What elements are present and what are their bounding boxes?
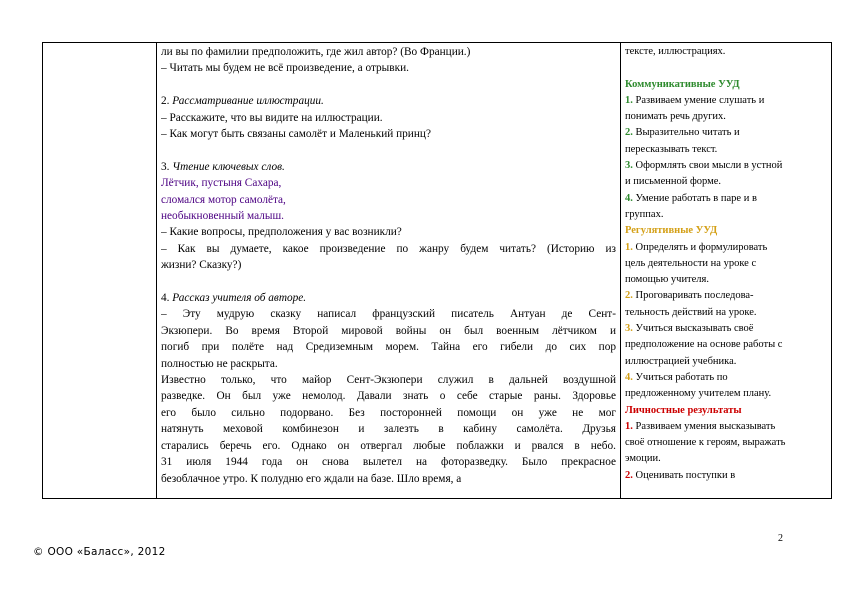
list-item-cont: своё отношение к героям, выражать (625, 437, 786, 449)
text-line: – Расскажите, что вы видите на иллюстрации. (161, 111, 383, 124)
section-heading-author: 4. Рассказ учителя об авторе. (161, 292, 307, 305)
list-item: 2. Выразительно читать и (625, 127, 740, 139)
list-item: 2. Оценивать поступки в (625, 469, 736, 481)
paragraph-line: безоблачное утро. К полудню его ждали на базе. Шло время, а (161, 472, 462, 485)
column-divider-2 (620, 43, 621, 498)
text-line: ли вы по фамилии предположить, где жил автор? (Во Франции.) (161, 46, 471, 58)
list-item: 3. Учиться высказывать своё (625, 323, 754, 335)
paragraph-line: – Эту мудрую сказку написал французский писатель Антуан де Сент- (161, 308, 616, 321)
skills-column (625, 44, 831, 484)
list-item: 4. Умение работать в паре и в (625, 192, 757, 204)
text-line: жизни? Сказку?) (161, 259, 242, 272)
regulative-heading: Регулятивные УУД (625, 225, 718, 237)
list-item: 3. Оформлять свои мысли в устной (625, 160, 783, 172)
text-line: – Как вы думаете, какое произведение по жанру будем читать? (Историю из (161, 242, 616, 255)
text-line: – Какие вопросы, предположения у вас возникли? (161, 226, 402, 239)
list-item-cont: пересказывать текст. (625, 143, 718, 155)
lesson-steps-column (161, 44, 616, 487)
personal-heading: Личностные результаты (625, 404, 742, 416)
list-item: 1. Развиваем умения высказывать (625, 420, 776, 432)
list-item-cont: тельность действий на уроке. (625, 306, 757, 318)
copyright-footer: © ООО «Баласс», 2012 (33, 546, 166, 558)
list-item-cont: эмоции. (625, 453, 661, 465)
page-number: 2 (778, 533, 783, 544)
section-heading-keywords: 3. Чтение ключевых слов. (161, 160, 285, 173)
paragraph-line: его было сильно подорвано. Без посторонней помощи он уже не мог (161, 406, 616, 419)
keyword-line: сломался мотор самолёта, (161, 193, 286, 206)
keyword-line: необыкновенный малыш. (161, 210, 284, 223)
list-item-cont: понимать речь других. (625, 111, 726, 123)
list-item-cont: предложенному учителем плану. (625, 388, 772, 400)
paragraph-line: Экзюпери. Во время Второй мировой войны он был военным лётчиком и (161, 324, 616, 337)
list-item: 1. Определять и формулировать (625, 241, 768, 253)
paragraph-line: погиб при полёте над Средиземным морем. Тайна его гибели до сих пор (161, 341, 616, 354)
paragraph-line: разведке. Он был уже немолод. Давали знать о себе старые раны. Здоровье (161, 390, 616, 403)
paragraph-line: 31 июля 1944 года он снова вылетел на фоторазведку. Было прекрасное (161, 456, 616, 469)
list-item: 4. Учиться работать по (625, 371, 728, 383)
list-item-cont: и письменной форме. (625, 176, 722, 188)
list-item-cont: группах. (625, 208, 664, 220)
list-item: 1. Развиваем умение слушать и (625, 94, 765, 106)
communicative-heading: Коммуникативные УУД (625, 78, 740, 90)
keyword-line: Лётчик, пустыня Сахара, (161, 177, 282, 190)
column-divider-1 (156, 43, 157, 498)
paragraph-line: Известно только, что майор Сент-Экзюпери служил в дальней воздушной (161, 374, 616, 387)
list-item: 2. Проговаривать последова- (625, 290, 754, 302)
list-item-cont: помощью учителя. (625, 274, 709, 286)
list-item-cont: иллюстрацией учебника. (625, 355, 737, 367)
lesson-table (42, 42, 832, 499)
text-line: – Читать мы будем не всё произведение, а отрывки. (161, 62, 409, 75)
text-line: – Как могут быть связаны самолёт и Маленький принц? (161, 128, 431, 141)
paragraph-line: старались беречь его. Однако он отвергал любые поблажки и рвался в небо. (161, 439, 616, 452)
paragraph-line: полностью не раскрыта. (161, 357, 278, 370)
paragraph-line: натянуть меховой комбинезон и залезть в кабину самолёта. Друзья (161, 423, 616, 436)
list-item-cont: цель деятельности на уроке с (625, 257, 757, 269)
text-line: тексте, иллюстрациях. (625, 46, 726, 57)
list-item-cont: предположение на основе работы с (625, 339, 783, 351)
section-heading-illustration: 2. Рассматривание иллюстрации. (161, 95, 324, 108)
